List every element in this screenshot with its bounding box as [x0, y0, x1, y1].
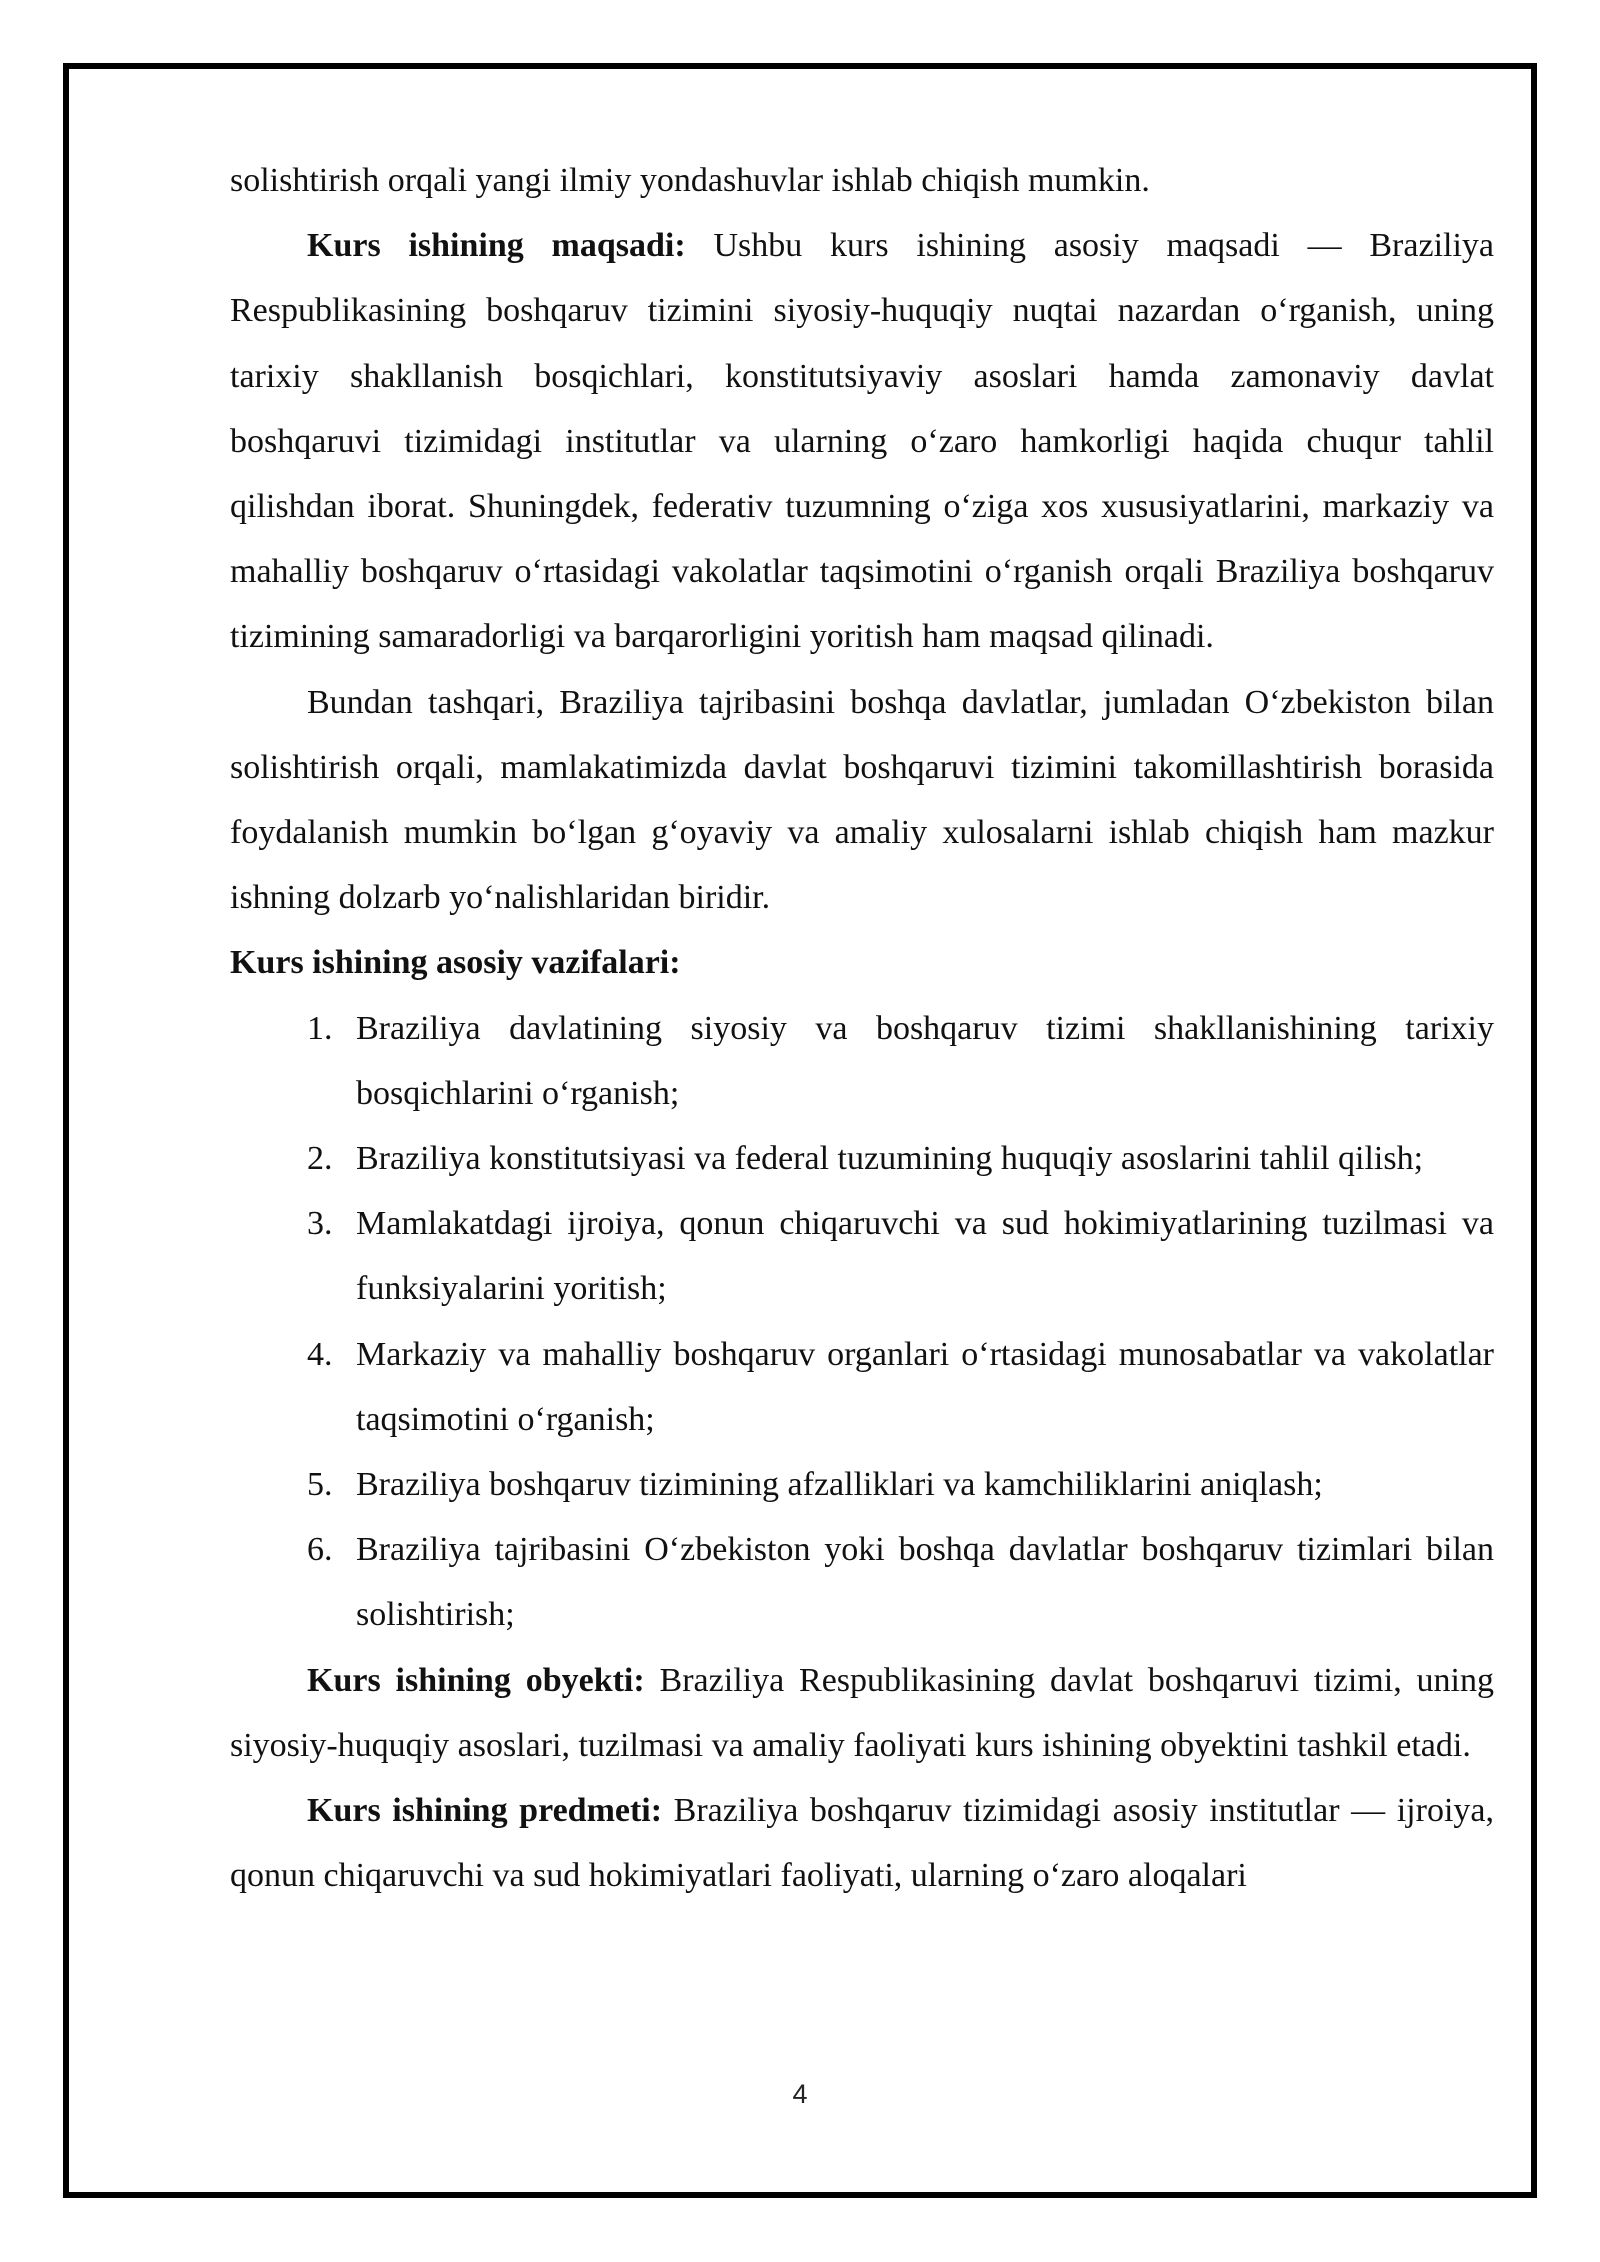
list-item-number: 6. — [307, 1531, 333, 1569]
list-item-number: 2. — [307, 1140, 333, 1178]
list-item-text: Braziliya boshqaruv tizimining afzalliklari va kamchiliklarini aniqlash; — [356, 1466, 1323, 1504]
document-body — [230, 148, 1494, 1908]
page-number: 4 — [792, 2079, 808, 2109]
list-item-number: 1. — [307, 1009, 333, 1047]
list-item — [230, 1517, 1494, 1647]
list-item-text: Braziliya konstitutsiyasi va federal tuzumining huquqiy asoslarini tahlil qilish; — [356, 1140, 1424, 1178]
object-paragraph — [230, 1648, 1494, 1778]
list-item-number: 3. — [307, 1205, 333, 1243]
list-item — [230, 1322, 1494, 1452]
list-item-number: 5. — [307, 1466, 333, 1504]
goal-label: Kurs ishining maqsadi: — [307, 227, 686, 265]
tasks-heading: Kurs ishining asosiy vazifalari: — [230, 944, 681, 982]
list-item-text: Markaziy va mahalliy boshqaruv organlari o‘rtasidagi munosabatlar va vakolatlar taqsimotini o‘rganish; — [356, 1335, 1494, 1438]
subject-text: Braziliya boshqaruv tizimidagi asosiy institutlar — ijroiya, qonun chiqaruvchi va sud hokimiyatlari faoliyati, ularning o‘zaro aloqalari — [230, 1792, 1494, 1895]
subject-paragraph — [230, 1778, 1494, 1908]
goal-paragraph — [230, 213, 1494, 669]
list-item — [230, 1126, 1494, 1191]
list-item — [230, 996, 1494, 1126]
goal-text: Ushbu kurs ishining asosiy maqsadi — Braziliya Respublikasining boshqaruv tizimini siyosiy-huquqiy nuqtai nazardan o‘rganish, uning tarixiy shakllanish bosqichlari, konstitutsiyaviy asoslari hamda zamonaviy davlat boshqaruvi tizimidagi institutlar va ularning o‘zaro hamkorligi haqida chuqur tahlil qilishdan iborat. Shuningdek, federativ tuzumning o‘ziga xos xususiyatlarini, markaziy va mahalliy boshqaruv o‘rtasidagi vakolatlar taqsimotini o‘rganish orqali Braziliya boshqaruv tizimining samaradorligi va barqarorligini yoritish ham maqsad qilinadi. — [230, 227, 1494, 656]
list-item-number: 4. — [307, 1335, 333, 1373]
additional-paragraph: Bundan tashqari, Braziliya tajribasini boshqa davlatlar, jumladan O‘zbekiston bilan solishtirish orqali, mamlakatimizda davlat boshqaruvi tizimini takomillashtirish borasida foydalanish mumkin bo‘lgan g‘oyaviy va amaliy xulosalarni ishlab chiqish ham mazkur ishning dolzarb yo‘nalishlaridan biridir. — [230, 683, 1494, 917]
list-item-text: Mamlakatdagi ijroiya, qonun chiqaruvchi va sud hokimiyatlarining tuzilmasi va funksiyalarini yoritish; — [356, 1205, 1494, 1308]
list-item — [230, 1191, 1494, 1321]
object-text: Braziliya Respublikasining davlat boshqaruvi tizimi, uning siyosiy-huquqiy asoslari, tuzilmasi va amaliy faoliyati kurs ishining obyektini tashkil etadi. — [230, 1661, 1494, 1764]
intro-line: solishtirish orqali yangi ilmiy yondashuvlar ishlab chiqish mumkin. — [230, 162, 1150, 199]
object-label: Kurs ishining obyekti: — [307, 1661, 645, 1699]
list-item — [230, 1452, 1494, 1517]
subject-label: Kurs ishining predmeti: — [307, 1792, 663, 1830]
list-item-text: Braziliya tajribasini O‘zbekiston yoki boshqa davlatlar boshqaruv tizimlari bilan solishtirish; — [356, 1531, 1494, 1634]
tasks-list — [230, 996, 1494, 1648]
list-item-text: Braziliya davlatining siyosiy va boshqaruv tizimi shakllanishining tarixiy bosqichlarini o‘rganish; — [356, 1009, 1494, 1112]
